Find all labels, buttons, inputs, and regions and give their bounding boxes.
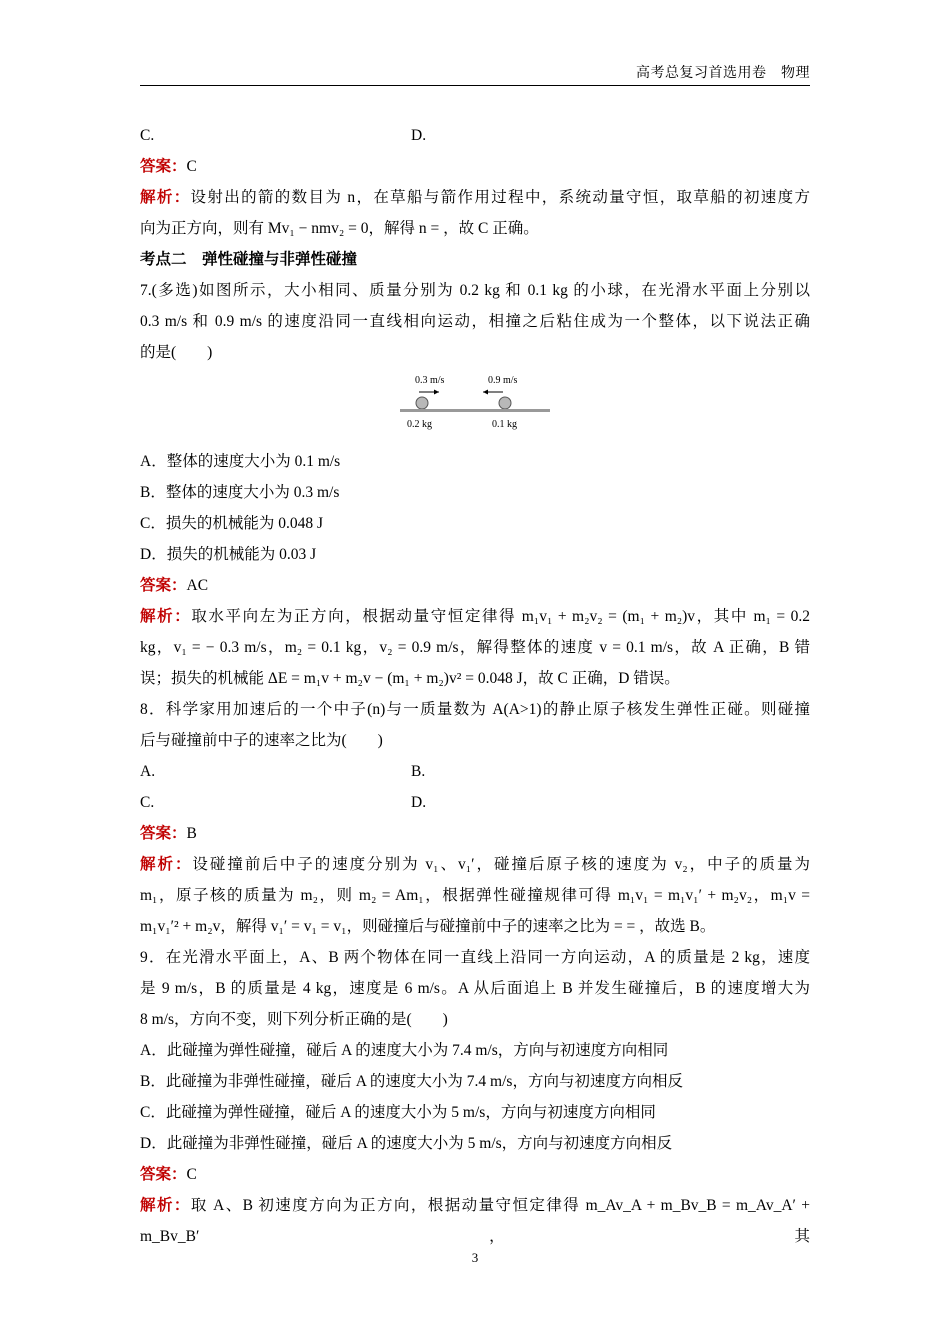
collision-diagram bbox=[400, 370, 560, 436]
fig-arrow-right-head bbox=[434, 390, 439, 395]
answer-value: B bbox=[186, 825, 197, 842]
page-content bbox=[140, 120, 810, 1245]
answer-label: 答案： bbox=[140, 1166, 187, 1183]
q8-options-row-1 bbox=[140, 756, 810, 787]
prev-analysis-line-1 bbox=[140, 182, 810, 213]
q7-option-b: B．整体的速度大小为 0.3 m/s bbox=[140, 484, 340, 501]
q7-stem-line-1: 7.(多选)如图所示，大小相同、质量分别为 0.2 kg 和 0.1 kg 的小球，在光滑水平面上分别以 bbox=[140, 282, 810, 299]
q8-analysis-line-2: m₁，原子核的质量为 m₂，则 m₂ = Am₁，根据弹性碰撞规律可得 m₁v₁ = m₁v₁′ + m₂v₂，m₁v = bbox=[140, 887, 810, 904]
q9-stem-line-2: 是 9 m/s，B 的质量是 4 kg，速度是 6 m/s。A 从后面追上 B 并发生碰撞后，B 的速度增大为 bbox=[140, 980, 810, 997]
analysis-text: 取水平向左为正方向，根据动量守恒定律得 m₁v₁ + m₂v₂ = (m₁ + m₂)v，其中 m₁ = 0.2 bbox=[191, 608, 810, 625]
q9-answer bbox=[140, 1159, 810, 1190]
fig-ball-1 bbox=[416, 397, 428, 409]
fig-v1-label: 0.3 m/s bbox=[415, 375, 445, 386]
prev-answer bbox=[140, 151, 810, 182]
fig-m1-label: 0.2 kg bbox=[407, 419, 432, 430]
fig-v2-label: 0.9 m/s bbox=[488, 375, 518, 386]
q8-analysis-line-1 bbox=[140, 849, 810, 880]
q9-option-c: C．此碰撞为弹性碰撞，碰后 A 的速度大小为 5 m/s，方向与初速度方向相同 bbox=[140, 1104, 656, 1121]
analysis-label: 解析： bbox=[140, 856, 193, 873]
prev-analysis-line-2: 向为正方向，则有 Mv₁ − nmv₂ = 0，解得 n = ，故 C 正确。 bbox=[140, 220, 539, 237]
answer-label: 答案： bbox=[140, 577, 187, 594]
answer-value: C bbox=[186, 1166, 197, 1183]
page-header: 高考总复习首选用卷 物理 bbox=[636, 66, 810, 81]
answer-value: AC bbox=[186, 577, 209, 594]
section-title: 考点二 弹性碰撞与非弹性碰撞 bbox=[140, 251, 358, 268]
page-number: 3 bbox=[471, 1250, 479, 1265]
q7-analysis-line-3: 误；损失的机械能 ΔE = m₁v + m₂v − (m₁ + m₂)v² = 0.048 J，故 C 正确，D 错误。 bbox=[140, 670, 680, 687]
q7-option-c: C．损失的机械能为 0.048 J bbox=[140, 515, 323, 532]
q7-stem-line-2: 0.3 m/s 和 0.9 m/s 的速度沿同一直线相向运动，相撞之后粘住成为一个整体，以下说法正确 bbox=[140, 313, 810, 330]
q7-option-d: D．损失的机械能为 0.03 J bbox=[140, 546, 317, 563]
analysis-label: 解析： bbox=[140, 608, 192, 625]
answer-label: 答案： bbox=[140, 825, 187, 842]
fig-m2-label: 0.1 kg bbox=[492, 419, 517, 430]
fig-ball-2 bbox=[499, 397, 511, 409]
q8-analysis-line-3: m₁v₁′² + m₂v，解得 v₁′ = v₁ = v₁，则碰撞后与碰撞前中子的速率之比为 = = ，故选 B。 bbox=[140, 918, 716, 935]
q9-option-a: A．此碰撞为弹性碰撞，碰后 A 的速度大小为 7.4 m/s，方向与初速度方向相同 bbox=[140, 1042, 669, 1059]
q7-option-a: A．整体的速度大小为 0.1 m/s bbox=[140, 453, 341, 470]
q7-analysis-line-1 bbox=[140, 601, 810, 632]
analysis-label: 解析： bbox=[140, 1197, 191, 1214]
q8-answer bbox=[140, 818, 810, 849]
answer-label: 答案： bbox=[140, 158, 187, 175]
analysis-text: 设射出的箭的数目为 n，在草船与箭作用过程中，系统动量守恒，取草船的初速度方 bbox=[190, 189, 810, 206]
analysis-text: 设碰撞前后中子的速度分别为 v₁、v₁′，碰撞后原子核的速度为 v₂，中子的质量为 bbox=[192, 856, 810, 873]
analysis-label: 解析： bbox=[140, 189, 191, 206]
q8-stem-line-2: 后与碰撞前中子的速率之比为( ) bbox=[140, 732, 383, 749]
q8-option-c: C. bbox=[140, 794, 155, 811]
analysis-text: 取 A、B 初速度方向为正方向，根据动量守恒定律得 m_Av_A + m_Bv_B = m_Av_A′ + m_Bv_B′，其 bbox=[140, 1197, 810, 1245]
q9-option-d: D．此碰撞为非弹性碰撞，碰后 A 的速度大小为 5 m/s，方向与初速度方向相反 bbox=[140, 1135, 673, 1152]
q8-options-row-2 bbox=[140, 787, 810, 818]
header-rule bbox=[140, 85, 810, 86]
q9-stem-line-3: 8 m/s，方向不变，则下列分析正确的是( ) bbox=[140, 1011, 448, 1028]
prev-option-c: C. bbox=[140, 127, 155, 144]
q7-analysis-line-2: kg，v₁ = − 0.3 m/s，m₂ = 0.1 kg，v₂ = 0.9 m/s，解得整体的速度 v = 0.1 m/s，故 A 正确，B 错 bbox=[140, 639, 810, 656]
q8-option-a: A. bbox=[140, 763, 156, 780]
q9-stem-line-1: 9．在光滑水平面上，A、B 两个物体在同一直线上沿同一方向运动，A 的质量是 2 kg，速度 bbox=[140, 949, 810, 966]
fig-arrow-left-head bbox=[483, 390, 488, 395]
q7-answer bbox=[140, 570, 810, 601]
q8-option-b: B. bbox=[411, 763, 426, 780]
q8-stem-line-1: 8．科学家用加速后的一个中子(n)与一质量数为 A(A>1)的静止原子核发生弹性正碰。则碰撞 bbox=[140, 701, 810, 718]
prev-options-row bbox=[140, 120, 810, 151]
answer-value: C bbox=[186, 158, 197, 175]
fig-ground bbox=[400, 409, 550, 412]
q9-analysis-line-1 bbox=[140, 1190, 810, 1245]
q7-stem-line-3: 的是( ) bbox=[140, 344, 213, 361]
prev-option-d: D. bbox=[411, 127, 427, 144]
q8-option-d: D. bbox=[411, 794, 427, 811]
q9-option-b: B．此碰撞为非弹性碰撞，碰后 A 的速度大小为 7.4 m/s，方向与初速度方向相反 bbox=[140, 1073, 683, 1090]
q7-figure bbox=[140, 370, 810, 440]
